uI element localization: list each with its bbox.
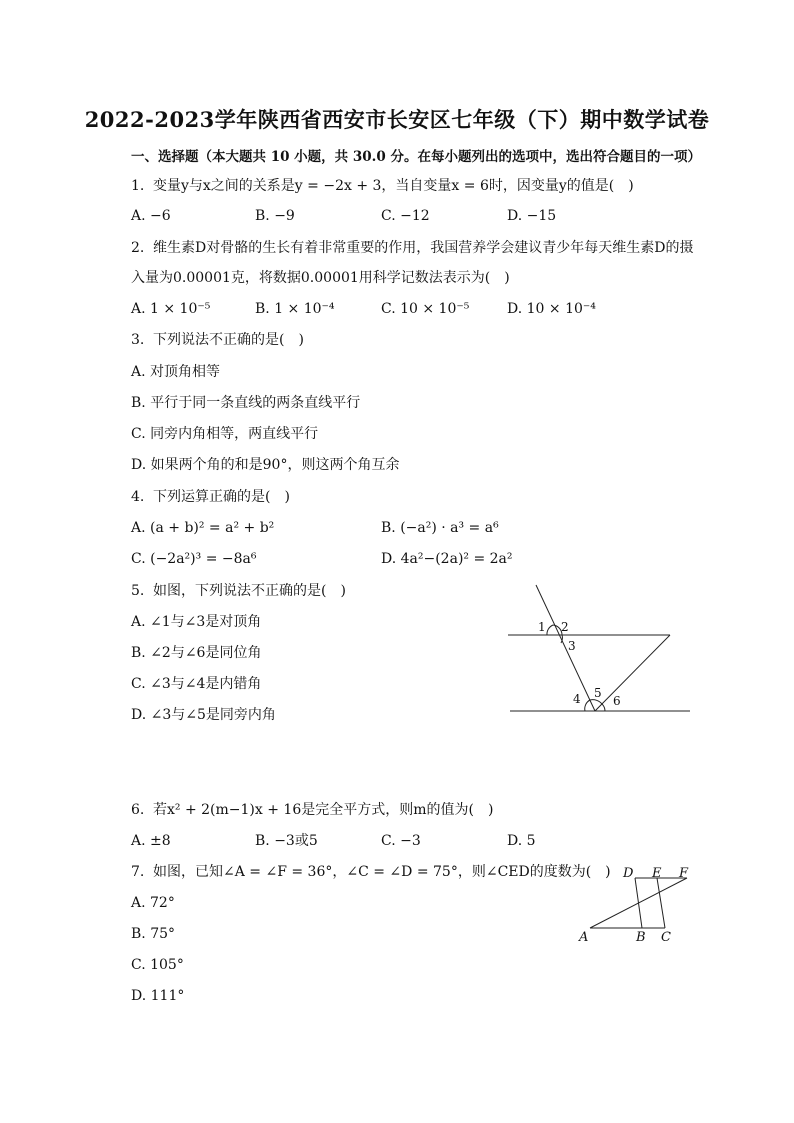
q3-option-d[interactable]: D. 如果两个角的和是90°，则这两个角互余 [131,457,400,473]
fig5-label-1: 1 [538,620,546,634]
q5-option-b[interactable]: B. ∠2与∠6是同位角 [131,645,262,661]
q2-option-d[interactable]: D. 10 × 10⁻⁴ [507,301,596,317]
fig5-slanted-line [595,635,670,711]
fig5-label-5: 5 [594,686,602,700]
question-2-text-line2: 入量为0.00001克，将数据0.00001用科学记数法表示为( ) [131,270,510,286]
q7-option-b[interactable]: B. 75° [131,926,176,942]
question-6: 6. 若x² + 2(m−1)x + 16是完全平方式，则m的值为( ) [131,802,494,818]
q7-option-c[interactable]: C. 105° [131,957,184,973]
question-3: 3. 下列说法不正确的是( ) [131,332,304,348]
q4-option-a[interactable]: A. (a + b)² = a² + b² [131,520,275,536]
fig7-line-ec [657,878,665,928]
question-3-text: 下列说法不正确的是( ) [153,332,304,348]
q1-option-a[interactable]: A. −6 [131,208,171,224]
question-7-figure [575,862,705,952]
fig5-label-3: 3 [568,639,576,653]
question-6-text: 若x² + 2(m−1)x + 16是完全平方式，则m的值为( ) [153,802,494,818]
q2-option-a[interactable]: A. 1 × 10⁻⁵ [131,301,211,317]
question-5-text: 如图，下列说法不正确的是( ) [153,583,346,599]
fig7-label-b: B [636,930,646,945]
q7-option-a[interactable]: A. 72° [131,895,175,911]
q6-option-b[interactable]: B. −3或5 [255,833,318,849]
question-4-text: 下列运算正确的是( ) [153,489,290,505]
q5-option-d[interactable]: D. ∠3与∠5是同旁内角 [131,707,276,723]
exam-title: 2022-2023学年陕西省西安市长安区七年级（下）期中数学试卷 [84,107,710,132]
fig7-line-db [635,878,642,928]
fig5-label-2: 2 [561,620,569,634]
q6-option-d[interactable]: D. 5 [507,833,536,849]
question-7-text: 如图，已知∠A = ∠F = 36°，∠C = ∠D = 75°，则∠CED的度数为( ) [153,864,611,880]
fig5-label-4: 4 [573,692,581,706]
question-5: 5. 如图，下列说法不正确的是( ) [131,583,346,599]
question-2: 2. 维生素D对骨骼的生长有着非常重要的作用，我国营养学会建议青少年每天维生素D的摄 [131,240,694,256]
fig5-arc-6 [602,704,605,711]
q1-option-c[interactable]: C. −12 [381,208,430,224]
q4-option-b[interactable]: B. (−a²) · a³ = a⁶ [381,520,499,536]
fig7-label-d: D [623,866,634,881]
question-5-figure [500,580,700,720]
q5-option-a[interactable]: A. ∠1与∠3是对顶角 [131,614,262,630]
fig7-label-f: F [679,866,689,881]
fig7-label-c: C [661,930,671,945]
q3-option-c[interactable]: C. 同旁内角相等，两直线平行 [131,426,319,442]
fig7-label-e: E [652,866,662,881]
fig5-arc-4 [585,700,590,711]
question-2-text-line1: 维生素D对骨骼的生长有着非常重要的作用，我国营养学会建议青少年每天维生素D的摄 [153,240,694,256]
q1-option-b[interactable]: B. −9 [255,208,295,224]
q2-option-b[interactable]: B. 1 × 10⁻⁴ [255,301,335,317]
question-7: 7. 如图，已知∠A = ∠F = 36°，∠C = ∠D = 75°，则∠CED的度数为( ) [131,864,611,880]
fig5-transversal [536,585,595,711]
q4-option-d[interactable]: D. 4a²−(2a)² = 2a² [381,551,513,567]
q3-option-a[interactable]: A. 对顶角相等 [131,364,221,380]
q1-option-d[interactable]: D. −15 [507,208,557,224]
q2-option-c[interactable]: C. 10 × 10⁻⁵ [381,301,470,317]
q3-option-b[interactable]: B. 平行于同一条直线的两条直线平行 [131,395,361,411]
question-1: 1. 变量y与x之间的关系是y = −2x + 3，当自变量x = 6时，因变量y的值是( ) [131,178,634,194]
q5-option-c[interactable]: C. ∠3与∠4是内错角 [131,676,262,692]
fig5-arc-1 [547,625,553,635]
fig7-label-a: A [579,930,589,945]
question-1-text: 变量y与x之间的关系是y = −2x + 3，当自变量x = 6时，因变量y的值是( ) [153,178,634,194]
q6-option-c[interactable]: C. −3 [381,833,421,849]
fig5-label-6: 6 [613,694,621,708]
q7-option-d[interactable]: D. 111° [131,988,185,1004]
question-4: 4. 下列运算正确的是( ) [131,489,290,505]
section-heading: 一、选择题（本大题共 10 小题，共 30.0 分。在每小题列出的选项中，选出符合题目的一项） [131,149,701,165]
q4-option-c[interactable]: C. (−2a²)³ = −8a⁶ [131,551,257,567]
q6-option-a[interactable]: A. ±8 [131,833,171,849]
